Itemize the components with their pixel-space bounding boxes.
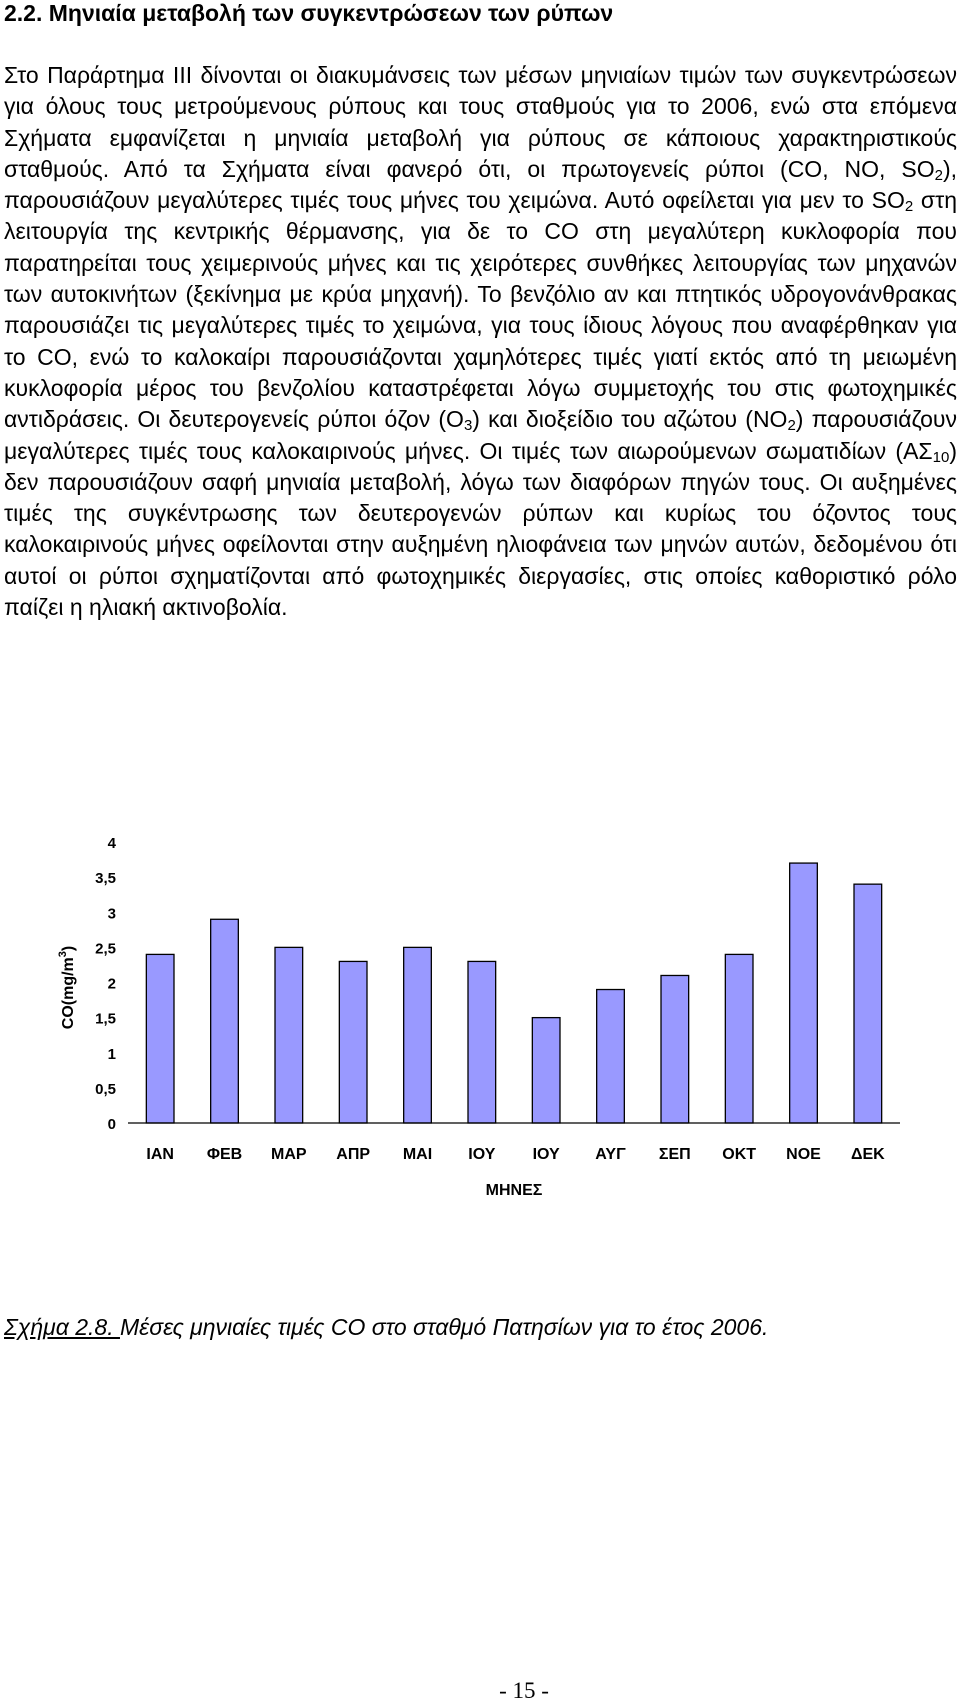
bar [597, 990, 625, 1123]
x-tick-label: ΜΑΙ [402, 1146, 433, 1163]
y-tick-label: 1 [107, 1045, 116, 1063]
y-tick-label: 1,5 [95, 1010, 116, 1028]
x-tick-label: ΑΥΓ [595, 1146, 626, 1163]
paragraph-text-5: ) παρουσιάζουν μεγαλύτερες τιμές τους καλοκαιρινούς μήνες. Οι τιμές των αιωρούμενων σωματιδίων (ΑΣ [4, 406, 957, 464]
y-axis-tick-labels [95, 835, 117, 1133]
section-heading: 2.2. Μηνιαία μεταβολή των συγκεντρώσεων των ρύπων [4, 0, 614, 26]
bar [790, 863, 818, 1123]
y-tick-label: 0 [107, 1116, 116, 1133]
paragraph-text-3: στη λειτουργία της κεντρικής θέρμανσης, για δε το CO στη μεγαλύτερη κυκλοφορία που παρατηρείται τους χειμερινούς μήνες και τις χειρότερες συνθήκες λειτουργίας των μηχανών των αυτοκινήτων (ξεκίνημα με κρύα μηχανή). Το βενζόλιο αν και πτητικός υδρογονάνθρακας παρουσιάζει τις μεγαλύτερες τιμές το χειμώνα, για τους ίδιους λόγους που αναφέρθηκαν για το CO, ενώ το καλοκαίρι παρουσιάζονται χαμηλότερες τιμές γιατί εκτός από τη μειωμένη κυκλοφορία μέρος του βενζολίου καταστρέφεται λόγω συμμετοχής του στις φωτοχημικές αντιδράσεις. Οι δευτερογενείς ρύποι όζον (O [4, 187, 957, 433]
subscript-no2: 2 [787, 417, 796, 435]
bar [468, 961, 496, 1123]
x-axis-tick-labels [146, 1146, 885, 1163]
bar [404, 947, 432, 1123]
figure-reference: Σχήμα 2.8. [4, 1314, 120, 1340]
x-axis-label: ΜΗΝΕΣ [485, 1182, 543, 1199]
y-tick-label: 2 [107, 975, 116, 993]
y-tick-label: 4 [107, 835, 116, 852]
bar [275, 947, 303, 1123]
x-tick-label: ΙΑΝ [146, 1146, 174, 1163]
bar [725, 954, 753, 1123]
page-number: - 15 - [499, 1678, 549, 1703]
bar [532, 1018, 560, 1123]
y-tick-label: 2,5 [95, 940, 116, 958]
paragraph-text-4: ) και διοξείδιο του αζώτου (NO [472, 406, 788, 433]
figure-caption [4, 1312, 768, 1342]
x-tick-label: ΟΚΤ [722, 1146, 757, 1163]
x-tick-label: ΙΟΥ [468, 1146, 496, 1163]
subscript-o3: 3 [463, 417, 473, 435]
x-tick-label: ΑΠΡ [336, 1146, 371, 1163]
x-tick-label: ΙΟΥ [532, 1146, 560, 1163]
y-tick-label: 3 [107, 905, 116, 923]
bar [146, 954, 174, 1123]
y-tick-label: 0,5 [95, 1080, 116, 1098]
co-monthly-bar-chart [40, 820, 920, 1220]
bar-series [146, 863, 881, 1123]
y-tick-label: 3,5 [95, 870, 116, 888]
subscript-so2-1: 2 [934, 166, 943, 184]
x-tick-label: ΜΑΡ [271, 1146, 307, 1163]
y-axis-label-close: ) [60, 945, 77, 952]
caption-text: Μέσες μηνιαίες τιμές CO στο σταθμό Πατησίων για το έτος 2006. [119, 1314, 769, 1340]
paragraph-text-2: ), παρουσιάζουν μεγαλύτερες τιμές τους μήνες του χειμώνα. Αυτό οφείλεται για μεν το SO [4, 155, 957, 214]
bar [211, 919, 239, 1123]
y-axis-label [57, 946, 77, 1029]
y-axis-label-main: CO(mg/m [60, 957, 77, 1030]
x-tick-label: ΔΕΚ [850, 1146, 885, 1163]
subscript-pm10: 10 [932, 448, 950, 466]
x-tick-label: ΝΟΕ [786, 1146, 821, 1163]
paragraph-text-6: ) δεν παρουσιάζουν σαφή μηνιαία μεταβολή, λόγω των διαφόρων πηγών τους. Οι αυξημένες τιμές της συγκέντρωσης των δευτερογενών ρύπων και κυρίως του όζοντος τους καλοκαιρινούς μήνες οφείλονται στην αυξημένη ηλιοφάνεια των μηνών αυτών, δεδομένου ότι αυτοί οι ρύποι σχηματίζονται από φωτοχημικές διεργασίες, στις οποίες καθοριστικό ρόλο παίζει η ηλιακή ακτινοβολία. [4, 437, 957, 621]
bar [854, 884, 882, 1123]
body-paragraph [4, 60, 957, 623]
bar [339, 961, 367, 1123]
bar [661, 975, 689, 1123]
y-axis-label-sup: 3 [57, 951, 69, 958]
x-tick-label: ΦΕΒ [206, 1146, 243, 1163]
subscript-so2-2: 2 [904, 198, 914, 216]
x-tick-label: ΣΕΠ [658, 1146, 691, 1163]
paragraph-text-1: Στο Παράρτημα III δίνονται οι διακυμάνσεις των μέσων μηνιαίων τιμών των συγκεντρώσεων για όλους τους μετρούμενους ρύπους και τους σταθμούς για το 2006, ενώ στα επόμενα Σχήματα εμφανίζεται η μηνιαία μεταβολή για ρύπους σε κάποιους χαρακτηριστικούς σταθμούς. Από τα Σχήματα είναι φανερό ότι, οι πρωτογενείς ρύποι (CO, NO, SO [4, 62, 957, 182]
